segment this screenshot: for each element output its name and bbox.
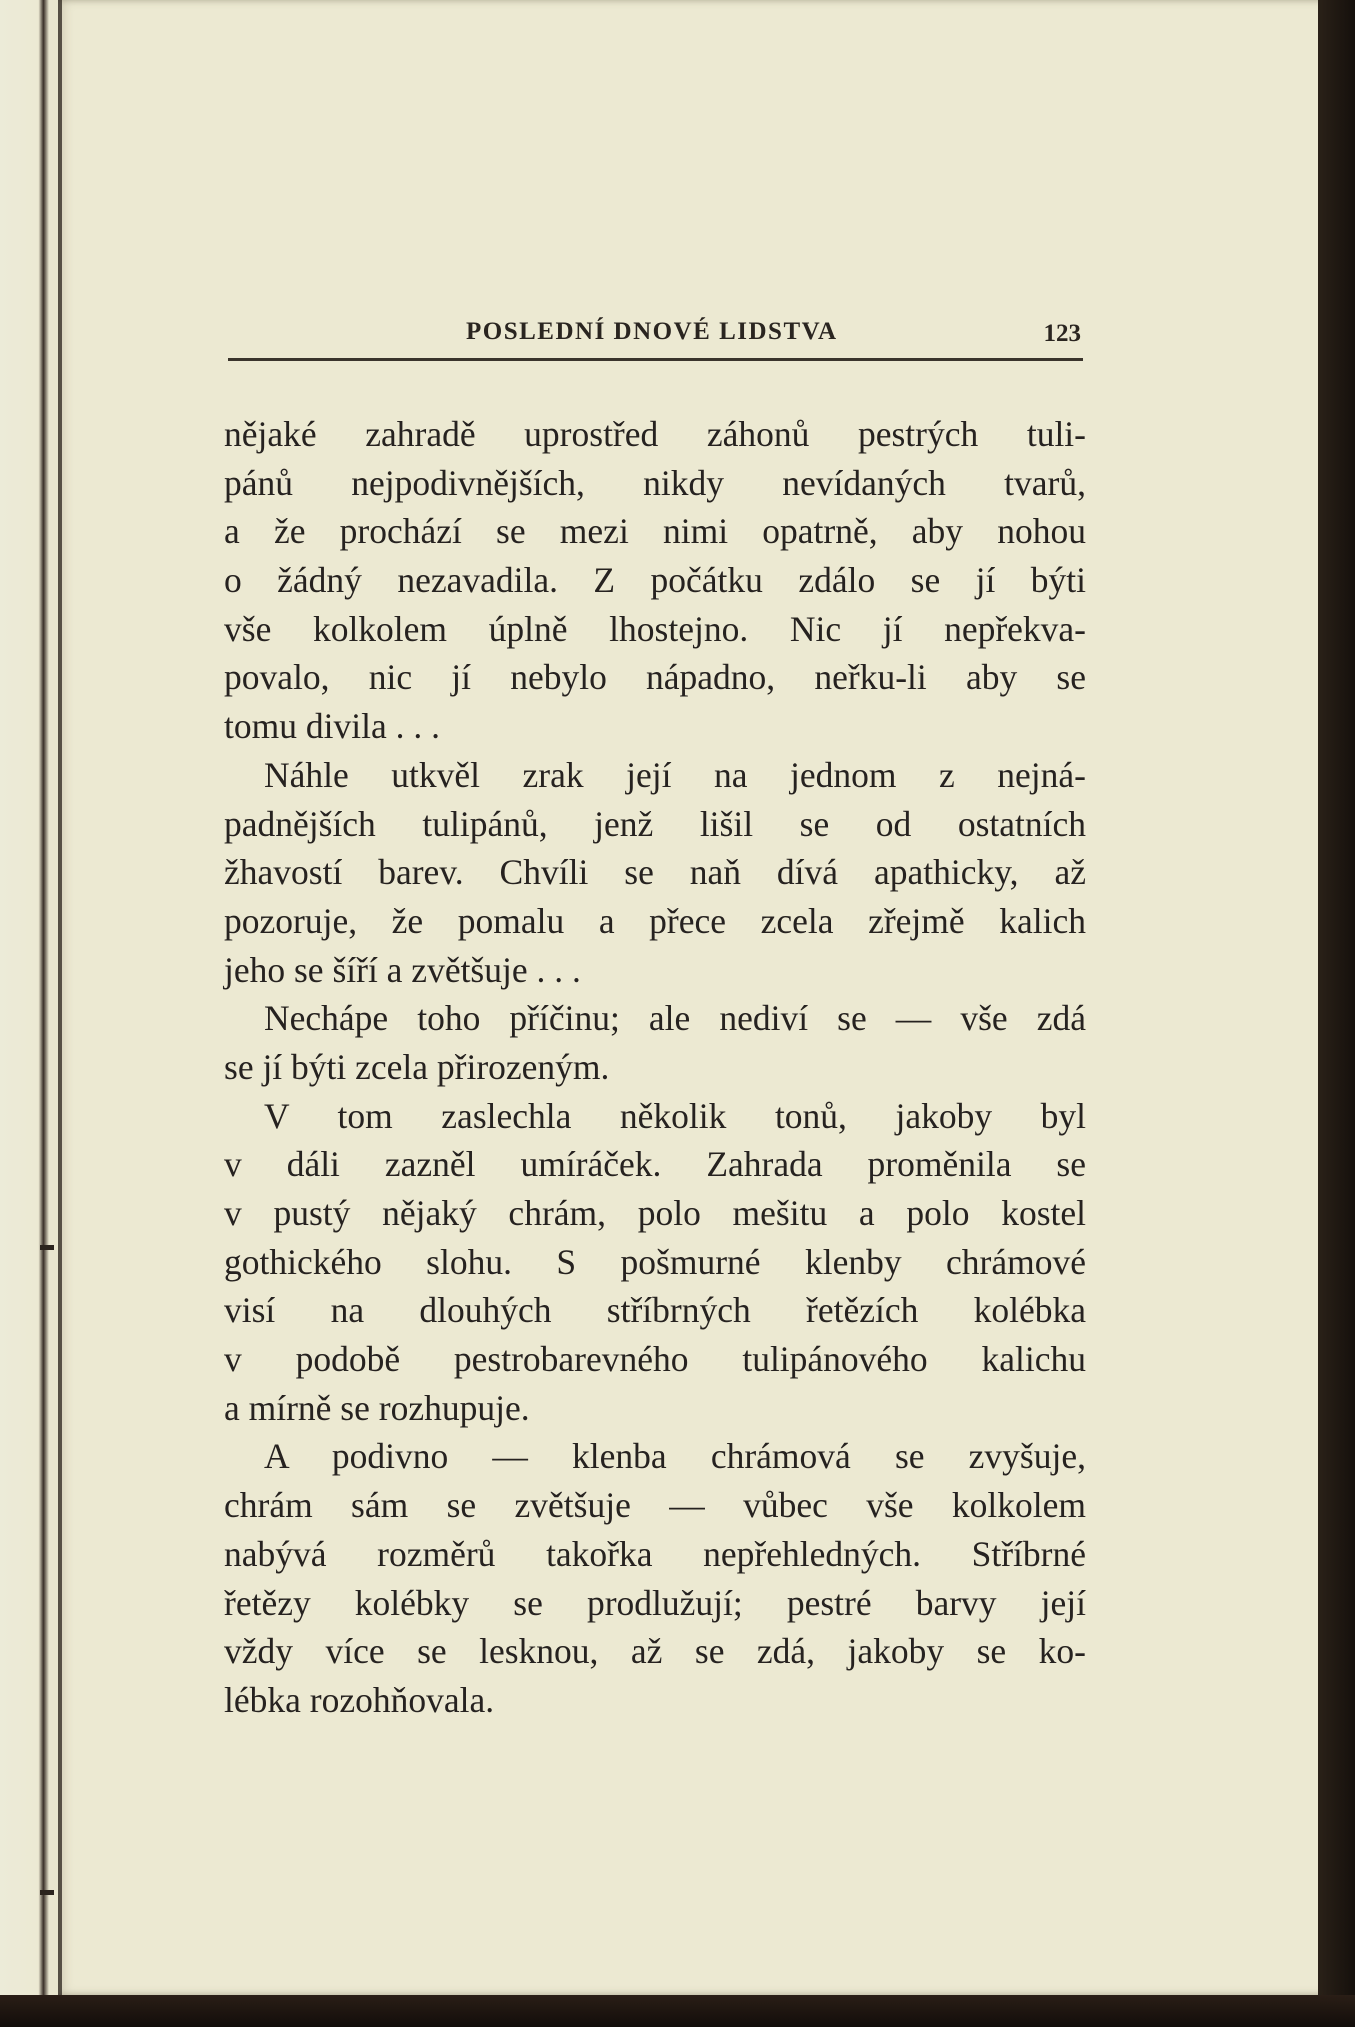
text-line: vždy více se lesknou, až se zdá, jakoby se ko-	[224, 1631, 1086, 1672]
text-line: nabývá rozměrů takořka nepřehledných. Stříbrné	[224, 1533, 1086, 1574]
text-line: Náhle utkvěl zrak její na jednom z nejná-	[264, 754, 1086, 795]
text-line: nějaké zahradě uprostřed záhonů pestrých tuli-	[224, 414, 1086, 454]
text-line: žhavostí barev. Chvíli se naň dívá apathicky, až	[224, 852, 1086, 893]
running-head-title: POSLEDNÍ DNOVÉ LIDSTVA	[466, 318, 838, 345]
gutter-mark	[40, 1890, 54, 1895]
text-line: řetězy kolébky se prodlužují; pestré barvy její	[224, 1582, 1086, 1623]
text-line: se jí býti zcela přirozeným.	[224, 1046, 610, 1087]
gutter-mark	[40, 1245, 54, 1250]
text-line: v dáli zazněl umíráček. Zahrada proměnila se	[224, 1144, 1086, 1185]
text-line: vše kolkolem úplně lhostejno. Nic jí nepřekva-	[224, 608, 1086, 649]
text-line: A podivno — klenba chrámová se zvyšuje,	[264, 1436, 1086, 1477]
text-line: V tom zaslechla několik tonů, jakoby byl	[264, 1095, 1086, 1136]
text-line: povalo, nic jí nebylo nápadno, neřku-li aby se	[224, 657, 1086, 698]
running-head	[228, 318, 1083, 358]
text-line: a mírně se rozhupuje.	[224, 1387, 530, 1428]
text-line: pánů nejpodivnějších, nikdy nevídaných tvarů,	[224, 462, 1086, 503]
text-line: chrám sám se zvětšuje — vůbec vše kolkolem	[224, 1485, 1086, 1526]
text-line: pozoruje, že pomalu a přece zcela zřejmě kalich	[224, 900, 1086, 941]
text-line: v pustý nějaký chrám, polo mešitu a polo kostel	[224, 1193, 1086, 1233]
body-text	[224, 410, 1086, 1725]
header-rule	[228, 358, 1083, 361]
text-line: visí na dlouhých stříbrných řetězích kolébka	[224, 1290, 1086, 1331]
text-line: padnějších tulipánů, jenž lišil se od ostatních	[224, 803, 1086, 844]
text-line: a že prochází se mezi nimi opatrně, aby nohou	[224, 511, 1086, 552]
text-line: gothického slohu. S pošmurné klenby chrámové	[224, 1241, 1086, 1282]
text-line: lébka rozohňovala.	[224, 1679, 495, 1720]
page-gutter	[58, 0, 62, 1995]
page-bottom-shadow	[0, 1995, 1355, 2027]
text-line: Nechápe toho příčinu; ale nediví se — vše zdá	[264, 998, 1086, 1039]
page-edge-shadow	[1318, 0, 1355, 2027]
text-line: v podobě pestrobarevného tulipánového kalichu	[224, 1339, 1086, 1380]
page-number: 123	[1043, 320, 1081, 347]
text-line: o žádný nezavadila. Z počátku zdálo se jí býti	[224, 560, 1086, 601]
text-line: tomu divila . . .	[224, 706, 440, 747]
text-line: jeho se šíří a zvětšuje . . .	[224, 949, 581, 990]
